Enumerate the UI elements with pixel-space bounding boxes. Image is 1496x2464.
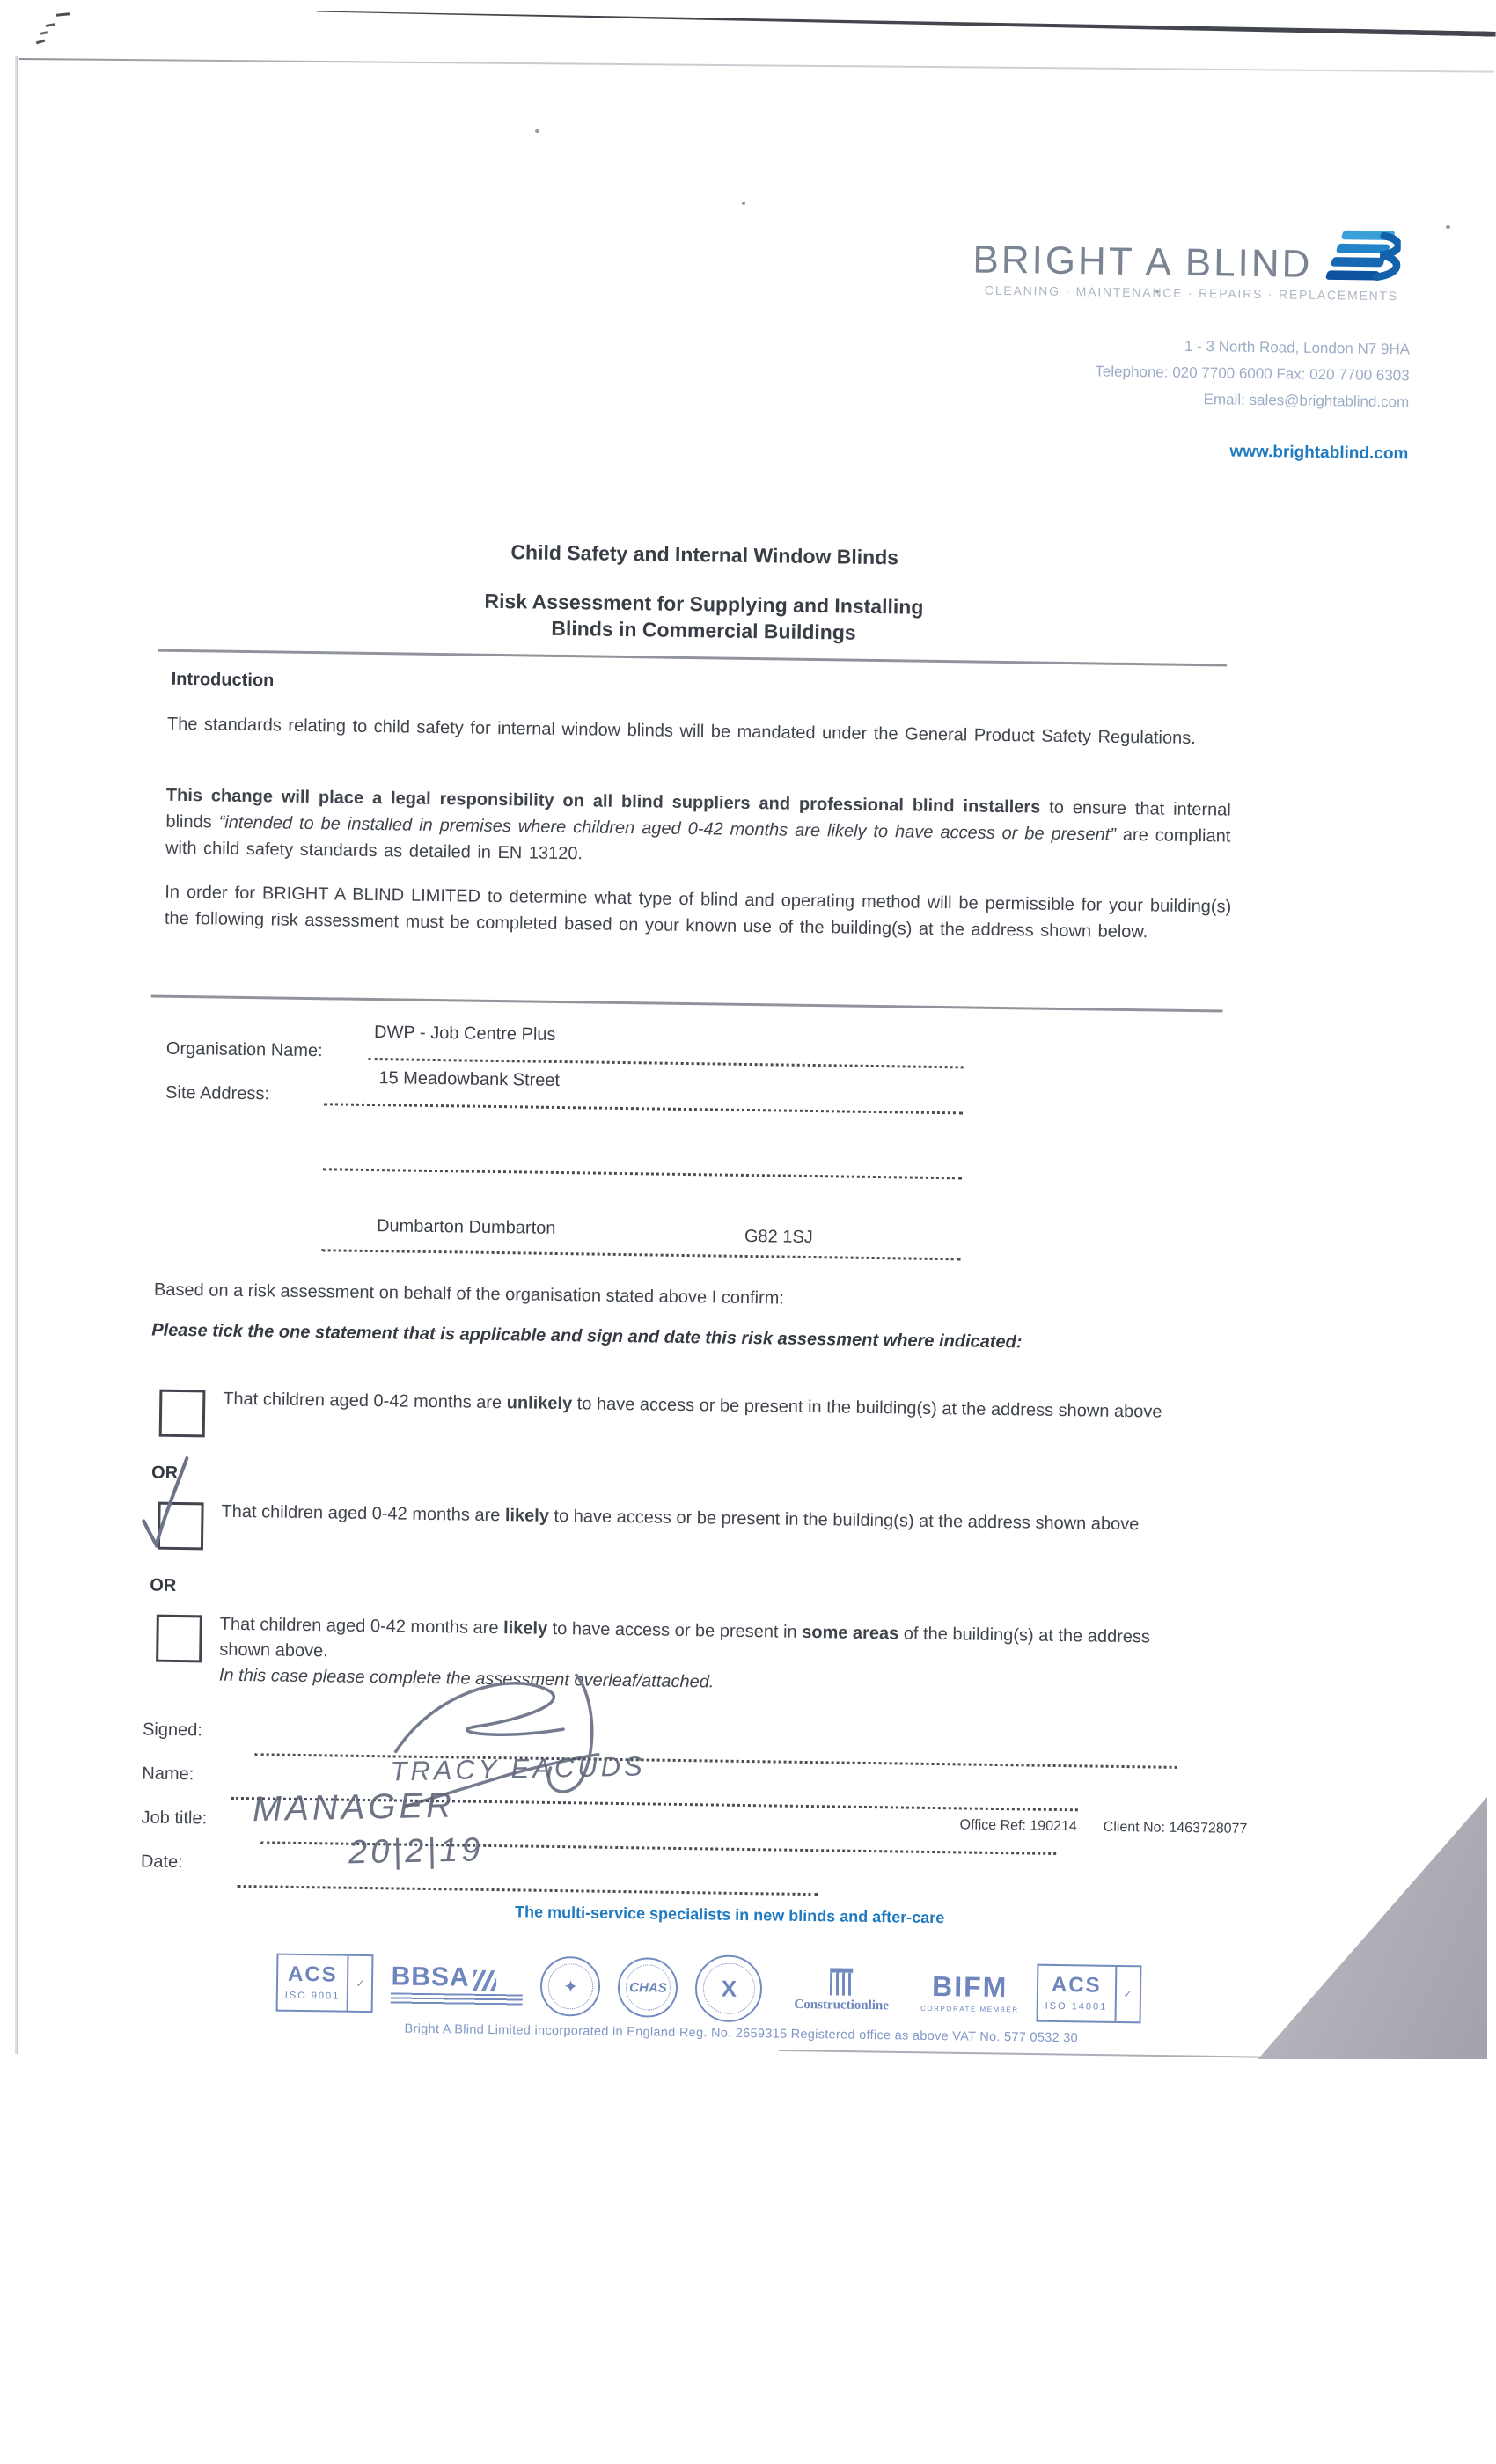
bbsa-logo [391,1963,524,2006]
option2-post: to have access or be present in the building(s) at the address shown above [548,1506,1140,1535]
signed-label: Signed: [142,1720,203,1741]
organisation-name-label: Organisation Name: [165,1038,323,1061]
bbsa-lines [391,1992,523,2006]
site-address-label: Site Address: [165,1082,270,1104]
name-label: Name: [142,1764,194,1785]
office-ref-row [959,1817,1247,1837]
company-registration-line: Bright A Blind Limited incorporated in England Reg. No. 2659315 Registered office as above VAT No. 577 0532 30 [404,2021,1079,2046]
option3-pre: That children aged 0-42 months are [219,1614,504,1639]
option1-bold: unlikely [506,1393,573,1414]
checkbox-unlikely [159,1390,206,1438]
intro-paragraph-3: In order for BRIGHT A BLIND LIMITED to determine what type of blind and operating method will be permissible for your building(s) the following risk assessment must be completed based on your known use of the building(s) at the address shown below. [164,882,1232,942]
option3-mid: to have access or be present in [546,1618,803,1642]
option1-post: to have access or be present in the building(s) at the address shown above [572,1394,1162,1422]
intro-paragraph-2 [165,782,1231,876]
company-name: BRIGHT A BLIND [972,238,1313,286]
option3-note: In this case please complete the assessment overleaf/attached. [218,1665,715,1692]
document-title-line2: Risk Assessment for Supplying and Installing [484,589,924,619]
footer-tagline: The multi-service specialists in new blinds and after-care [514,1903,945,1927]
tick-instruction: Please tick the one statement that is applicable and sign and date this risk assessment where indicated: [151,1320,1023,1353]
organisation-name-line [369,1056,964,1068]
site-address-line-3 [322,1247,961,1260]
acs-iso14001-text: ACS [1051,1972,1102,1998]
option3-bold1: likely [502,1618,548,1639]
or-label-2: OR [150,1575,177,1595]
bifm-logo [920,1970,1019,2014]
site-address-line-2 [323,1166,962,1179]
office-ref: Office Ref: 190214 [959,1817,1077,1835]
guild-seal-logo [540,1956,601,2017]
name-handwriting: TRACY EACUDS [390,1750,647,1787]
acs-iso9001-iso-text: ISO 9001 [284,1990,341,2002]
intro-p2-end: are compliant with child safety standards as detailed in EN 13120. [165,825,1231,864]
option2-pre: That children aged 0-42 months are [221,1501,506,1526]
bbsa-text: BBSA [391,1961,470,1992]
document-title-line3: Blinds in Commercial Buildings [551,616,856,644]
ukas-mark-icon-2: ✓ [1114,1967,1140,2021]
address-block [969,330,1410,414]
website-url: www.brightablind.com [1229,442,1409,464]
option1-pre: That children aged 0-42 months are [223,1389,507,1413]
letterhead [972,223,1401,288]
phone-fax-line: Telephone: 020 7700 6000 Fax: 020 7700 6303 [1095,363,1410,385]
option-unlikely-text [223,1387,1204,1426]
constructionline-building-icon [830,1968,853,1995]
date-handwriting: 20|2|19 [348,1831,484,1872]
chas-logo [618,1957,678,2018]
address-line: 1 - 3 North Road, London N7 9HA [1184,337,1411,358]
date-label: Date: [140,1852,183,1873]
site-address-line-1 [324,1101,963,1114]
bbsa-stripes-icon [473,1969,495,1991]
organisation-name-value: DWP - Job Centre Plus [373,1023,556,1045]
job-title-label: Job title: [141,1808,208,1829]
site-city-value: Dumbarton Dumbarton [376,1216,556,1238]
accreditation-logos-row [276,1949,1141,2028]
assessed-seal-glyph: X [721,1975,737,2002]
document-title-line1: Child Safety and Internal Window Blinds [510,540,899,569]
intro-p2-quote: “intended to be installed in premises where children aged 0-42 months are likely to have access or be present” [218,812,1117,845]
client-no: Client No: 1463728077 [1103,1819,1248,1837]
email-line: Email: sales@brightablind.com [1203,390,1410,410]
option2-bold: likely [504,1506,550,1526]
site-postcode-value: G82 1SJ [744,1226,813,1248]
option3-bold2: some areas [802,1622,899,1644]
acs-iso14001-logo [1036,1964,1141,2024]
divider-rule-top [158,649,1227,667]
intro-paragraph-1: The standards relating to child safety for internal window blinds will be mandated under the General Product Safety Regulations. [166,714,1196,749]
option3-post: of the building(s) at the address shown above. [219,1624,1151,1661]
pen-tick-mark [135,1454,198,1557]
constructionline-logo [780,1967,904,2013]
bifm-text: BIFM [931,1970,1008,2004]
intro-p2-mid: to ensure that internal blinds [165,797,1231,832]
divider-rule-middle [151,995,1223,1013]
confirm-statement: Based on a risk assessment on behalf of the organisation stated above I confirm: [153,1280,785,1309]
bifm-subtext: CORPORATE MEMBER [920,2004,1019,2014]
ukas-mark-icon: ✓ [347,1956,372,2011]
job-title-handwriting: MANAGER [252,1786,456,1830]
intro-p2-bold: This change will place a legal responsibility on all blind suppliers and professional blind installers [165,785,1041,818]
guild-seal-glyph: ✦ [562,1976,579,1997]
acs-iso14001-iso-text: ISO 14001 [1045,2000,1108,2013]
option-some-areas-text [219,1612,1201,1703]
brand-blind-icon [1324,228,1401,288]
option-likely-text [221,1500,1202,1539]
chas-text: CHAS [629,1979,667,1996]
or-label-1: OR [150,1463,179,1483]
site-address-value: 15 Meadowbank Street [378,1068,561,1090]
checkbox-some-areas [156,1615,202,1663]
date-line [238,1883,818,1896]
intro-heading: Introduction [171,669,275,691]
assessed-seal-logo [695,1954,763,2022]
acs-iso9001-text: ACS [287,1962,338,1987]
acs-iso9001-logo [276,1954,374,2013]
constructionline-text: Constructionline [794,1997,890,2013]
brand-tagline: CLEANING · MAINTENANCE · REPAIRS · REPLACEMENTS [984,282,1399,304]
